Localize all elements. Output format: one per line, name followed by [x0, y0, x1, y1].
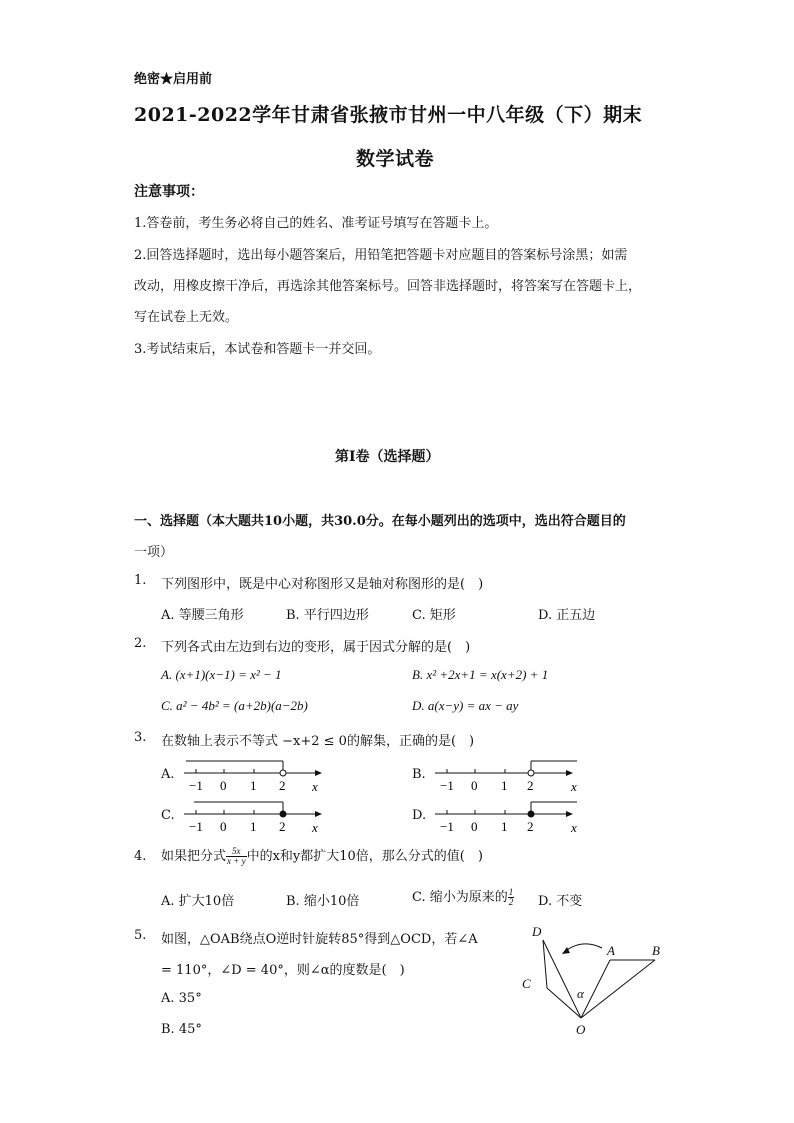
q3-option-a: A.: [161, 767, 175, 782]
q2-stem: 下列各式由左边到右边的变形，属于因式分解的是( ): [161, 640, 471, 655]
tick-label: 0: [220, 778, 227, 793]
rotation-arrowhead: [562, 947, 570, 954]
q4-stem-pre: 如果把分式: [161, 849, 227, 864]
tick-label: 2: [279, 819, 286, 834]
tick-label: 0: [220, 819, 227, 834]
q2-option-b: B. x² +2x+1 = x(x+2) + 1: [412, 667, 549, 682]
notes-item-2-line-3: 写在试卷上无效。: [134, 310, 239, 325]
axis-var: x: [312, 820, 318, 835]
number-line-a: [182, 758, 332, 804]
axis-var: x: [571, 820, 577, 835]
q3-stem: 在数轴上表示不等式 −x+2 ≤ 0的解集，正确的是( ): [161, 734, 475, 749]
q2-option-c: C. a² − 4b² = (a+2b)(a−2b): [161, 698, 308, 713]
tick-label: 1: [250, 819, 257, 834]
notes-item-2-line-2: 改动，用橡皮擦干净后，再选涂其他答案标号。回答非选择题时，将答案写在答题卡上，: [134, 279, 642, 294]
q3-option-b: B.: [412, 767, 426, 782]
tick-label: 1: [501, 778, 508, 793]
q4-fraction-denominator: x + y: [227, 856, 246, 866]
q2-number: 2.: [134, 636, 147, 651]
tick-label: 1: [250, 778, 257, 793]
q4-option-c-text: C. 缩小为原来的: [412, 890, 508, 905]
q3-option-c: C.: [161, 808, 175, 823]
number-line-b: [433, 758, 583, 804]
q4-option-c-fraction: [508, 888, 515, 907]
exam-title-line1: 2021-2022学年甘肃省张掖市甘州一中八年级（下）期末: [134, 104, 643, 126]
label-o: O: [576, 1022, 586, 1037]
segment-ob: [581, 960, 655, 1018]
section-heading-line-1: 一、选择题（本大题共10小题，共30.0分。在每小题列出的选项中，选出符合题目的: [134, 514, 626, 529]
tick-label: −1: [189, 819, 203, 834]
q4-option-c: [412, 886, 514, 907]
tick-label: 2: [527, 819, 534, 834]
exam-title-line2: 数学试卷: [356, 148, 435, 170]
rotation-arrow: [564, 944, 602, 952]
q4-number: 4.: [134, 849, 147, 864]
q4-stem-post: 中的x和y都扩大10倍，那么分式的值( ): [246, 849, 483, 864]
q5-number: 5.: [134, 928, 147, 943]
segment-od: [543, 940, 581, 1018]
q3-number: 3.: [134, 730, 147, 745]
q5-rotation-figure: [510, 920, 670, 1044]
tick-label: −1: [440, 778, 454, 793]
q5-stem-line-2: = 110°，∠D = 40°，则∠α的度数是( ): [161, 963, 405, 978]
q1-number: 1.: [134, 573, 147, 588]
notes-item-1: 1.答卷前，考生务必将自己的姓名、准考证号填写在答题卡上。: [134, 216, 498, 231]
label-alpha: α: [577, 986, 584, 1001]
section-heading-line-2: 一项）: [134, 545, 174, 560]
tick-label: 0: [471, 778, 478, 793]
number-line-c: [182, 799, 332, 845]
q1-option-a: A. 等腰三角形: [161, 608, 244, 623]
notes-item-2-line-1: 2.回答选择题时，选出每小题答案后，用铅笔把答题卡对应题目的答案标号涂黑；如需: [134, 248, 628, 263]
label-c: C: [522, 976, 531, 991]
q4-option-c-denominator: 2: [508, 897, 514, 907]
label-d: D: [532, 924, 542, 939]
label-b: B: [652, 943, 660, 958]
q4-fraction: [226, 847, 247, 866]
q1-option-b: B. 平行四边形: [286, 608, 369, 623]
q4-option-a: A. 扩大10倍: [161, 894, 235, 909]
tick-label: 0: [471, 819, 478, 834]
number-line-d: [433, 799, 583, 845]
q4-option-c-numerator: 1: [508, 887, 514, 897]
part1-heading: 第Ⅰ卷（选择题）: [335, 449, 440, 465]
tick-label: 1: [501, 819, 508, 834]
tick-label: 2: [279, 778, 286, 793]
q2-option-a: A. (x+1)(x−1) = x² − 1: [161, 667, 282, 682]
tick-label: −1: [440, 819, 454, 834]
q5-option-a: A. 35°: [161, 991, 202, 1006]
q1-option-c: C. 矩形: [412, 608, 456, 623]
notes-heading: 注意事项：: [134, 184, 204, 200]
secret-mark: 绝密★启用前: [134, 72, 213, 87]
q5-option-b: B. 45°: [161, 1022, 202, 1037]
axis-var: x: [571, 779, 577, 794]
q2-option-d: D. a(x−y) = ax − ay: [412, 698, 519, 713]
tick-label: 2: [527, 778, 534, 793]
tick-label: −1: [189, 778, 203, 793]
q4-fraction-numerator: 5x: [226, 847, 247, 857]
q4-option-d: D. 不变: [538, 894, 583, 909]
q4-option-b: B. 缩小10倍: [286, 894, 360, 909]
q4-stem: [161, 845, 483, 866]
label-a: A: [607, 943, 615, 958]
q1-option-d: D. 正五边: [538, 608, 596, 623]
q5-stem-line-1: 如图，△OAB绕点O逆时针旋转85°得到△OCD，若∠A: [161, 932, 478, 947]
q3-option-d: D.: [412, 808, 427, 823]
segment-oc: [547, 988, 581, 1018]
segment-oa: [581, 960, 610, 1018]
axis-var: x: [312, 779, 318, 794]
q1-stem: 下列图形中，既是中心对称图形又是轴对称图形的是( ): [161, 577, 484, 592]
notes-item-3: 3.考试结束后，本试卷和答题卡一并交回。: [134, 342, 381, 357]
